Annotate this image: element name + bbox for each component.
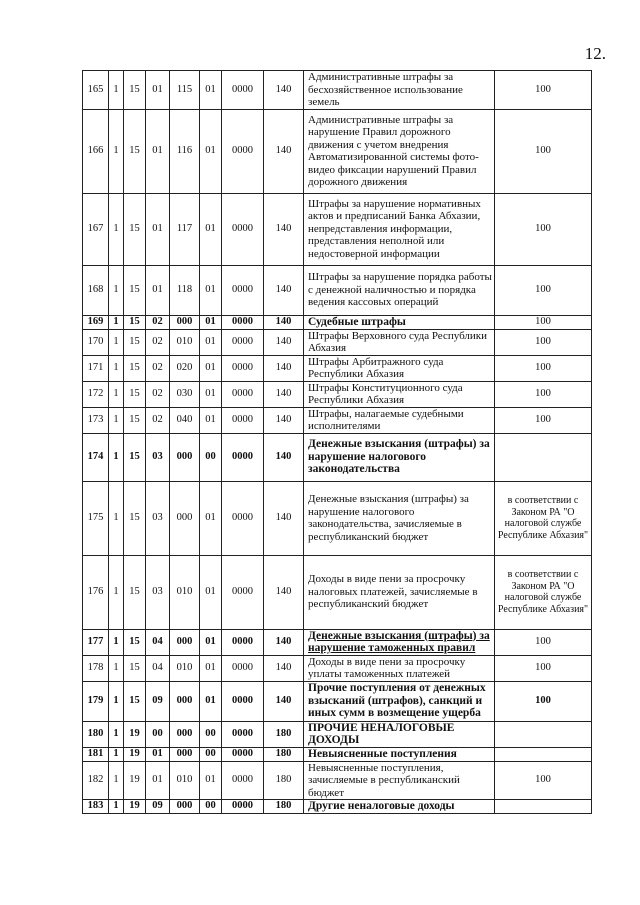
- code-c4: 000: [170, 681, 200, 721]
- row-description-text: Доходы в виде пени за просрочку уплаты таможенных платежей: [308, 655, 466, 680]
- code-c5: 01: [200, 761, 222, 800]
- code-c1: 1: [109, 193, 124, 265]
- code-c2: 15: [124, 71, 146, 110]
- code-c4: 000: [170, 800, 200, 814]
- code-c3: 02: [146, 407, 170, 433]
- code-c4: 118: [170, 265, 200, 315]
- code-c4: 010: [170, 555, 200, 629]
- code-c6: 0000: [222, 747, 264, 761]
- code-c7: 140: [264, 407, 304, 433]
- code-c5: 01: [200, 193, 222, 265]
- budget-classification-table: [82, 70, 592, 814]
- row-description-text: Штрафы Конституционного суда Республики Абхазия: [308, 381, 463, 406]
- table-row: [83, 629, 592, 655]
- table-row: [83, 381, 592, 407]
- row-description-text: Невыясненные поступления: [308, 747, 457, 760]
- row-number: 178: [83, 655, 109, 681]
- code-c6: 0000: [222, 265, 264, 315]
- code-c1: 1: [109, 555, 124, 629]
- code-c2: 15: [124, 381, 146, 407]
- row-number: 170: [83, 329, 109, 355]
- row-description: [304, 655, 495, 681]
- row-description: [304, 555, 495, 629]
- code-c6: 0000: [222, 629, 264, 655]
- code-c4: 010: [170, 655, 200, 681]
- row-description: [304, 481, 495, 555]
- code-c2: 15: [124, 629, 146, 655]
- row-number: 174: [83, 433, 109, 481]
- code-c2: 19: [124, 761, 146, 800]
- code-c1: 1: [109, 655, 124, 681]
- row-description: [304, 71, 495, 110]
- code-c3: 04: [146, 629, 170, 655]
- code-c6: 0000: [222, 800, 264, 814]
- code-c4: 000: [170, 433, 200, 481]
- code-c4: 040: [170, 407, 200, 433]
- row-description-text: Судебные штрафы: [308, 315, 406, 328]
- code-c1: 1: [109, 355, 124, 381]
- code-c5: 00: [200, 747, 222, 761]
- code-c4: 000: [170, 747, 200, 761]
- code-c7: 140: [264, 355, 304, 381]
- row-number: 176: [83, 555, 109, 629]
- row-description: [304, 381, 495, 407]
- page-number: 12.: [584, 44, 606, 63]
- code-c2: 19: [124, 800, 146, 814]
- row-amount: 100: [495, 629, 592, 655]
- row-amount: 100: [495, 109, 592, 193]
- table-row: [83, 265, 592, 315]
- row-number: 180: [83, 721, 109, 747]
- row-description: [304, 193, 495, 265]
- code-c7: 140: [264, 71, 304, 110]
- code-c2: 15: [124, 265, 146, 315]
- row-amount: 100: [495, 407, 592, 433]
- code-c6: 0000: [222, 655, 264, 681]
- code-c7: 140: [264, 193, 304, 265]
- row-description: [304, 109, 495, 193]
- code-c1: 1: [109, 800, 124, 814]
- row-description: [304, 800, 495, 814]
- code-c3: 01: [146, 71, 170, 110]
- row-description: [304, 329, 495, 355]
- code-c2: 15: [124, 407, 146, 433]
- table-row: [83, 721, 592, 747]
- code-c6: 0000: [222, 109, 264, 193]
- table-row: [83, 71, 592, 110]
- row-description-text: Штрафы за нарушение порядка работы с денежной наличностью и порядка ведения кассовых операций: [308, 271, 492, 309]
- table-row: [83, 193, 592, 265]
- code-c4: 000: [170, 315, 200, 329]
- table-row: [83, 681, 592, 721]
- code-c2: 15: [124, 655, 146, 681]
- row-description-text: Доходы в виде пени за просрочку налоговых платежей, зачисляемые в республиканский бюджет: [308, 573, 478, 611]
- row-description-text: ПРОЧИЕ НЕНАЛОГОВЫЕ ДОХОДЫ: [308, 721, 455, 746]
- code-c2: 15: [124, 433, 146, 481]
- row-number: 167: [83, 193, 109, 265]
- row-description: [304, 761, 495, 800]
- code-c7: 180: [264, 747, 304, 761]
- row-number: 165: [83, 71, 109, 110]
- row-description-text: Административные штрафы за бесхозяйственное использование земель: [308, 71, 463, 108]
- code-c3: 01: [146, 193, 170, 265]
- table-row: [83, 433, 592, 481]
- code-c1: 1: [109, 721, 124, 747]
- row-description-text: Административные штрафы за нарушение Правил дорожного движения с учетом внедрения Автоматизированной системы фото-видео фиксации нарушений Правил дорожного движения: [308, 113, 479, 188]
- code-c4: 010: [170, 329, 200, 355]
- row-number: 182: [83, 761, 109, 800]
- code-c6: 0000: [222, 315, 264, 329]
- code-c4: 020: [170, 355, 200, 381]
- code-c3: 02: [146, 355, 170, 381]
- code-c1: 1: [109, 329, 124, 355]
- code-c4: 117: [170, 193, 200, 265]
- row-description: [304, 721, 495, 747]
- code-c5: 00: [200, 721, 222, 747]
- code-c7: 140: [264, 329, 304, 355]
- row-description-text: Другие неналоговые доходы: [308, 800, 455, 813]
- code-c5: 01: [200, 681, 222, 721]
- row-description-text: Штрафы Верховного суда Республики Абхазия: [308, 329, 488, 354]
- code-c4: 116: [170, 109, 200, 193]
- code-c1: 1: [109, 71, 124, 110]
- code-c7: 140: [264, 555, 304, 629]
- code-c5: 01: [200, 355, 222, 381]
- code-c1: 1: [109, 433, 124, 481]
- row-amount: [495, 433, 592, 481]
- row-amount: 100: [495, 355, 592, 381]
- code-c1: 1: [109, 747, 124, 761]
- code-c4: 000: [170, 481, 200, 555]
- row-amount: 100: [495, 381, 592, 407]
- code-c5: 01: [200, 481, 222, 555]
- code-c2: 15: [124, 481, 146, 555]
- code-c7: 180: [264, 721, 304, 747]
- code-c3: 03: [146, 481, 170, 555]
- code-c2: 15: [124, 355, 146, 381]
- row-description-text: Штрафы, налагаемые судебными исполнителями: [308, 407, 464, 432]
- row-amount: 100: [495, 315, 592, 329]
- code-c7: 140: [264, 481, 304, 555]
- code-c1: 1: [109, 481, 124, 555]
- code-c5: 01: [200, 329, 222, 355]
- code-c3: 01: [146, 747, 170, 761]
- row-description-text: Штрафы за нарушение нормативных актов и предписаний Банка Абхазии, непредставления информации, представления неполной или недостоверной информации: [308, 197, 481, 260]
- row-amount: в соответствии с Законом РА "О налоговой службе Республике Абхазия": [495, 555, 592, 629]
- row-amount: 100: [495, 71, 592, 110]
- row-number: 169: [83, 315, 109, 329]
- code-c5: 01: [200, 407, 222, 433]
- row-number: 181: [83, 747, 109, 761]
- code-c4: 010: [170, 761, 200, 800]
- row-amount: [495, 747, 592, 761]
- code-c1: 1: [109, 315, 124, 329]
- code-c1: 1: [109, 265, 124, 315]
- code-c6: 0000: [222, 329, 264, 355]
- row-description: [304, 747, 495, 761]
- row-description: [304, 433, 495, 481]
- row-description-text: Денежные взыскания (штрафы) за нарушение налогового законодательства: [308, 438, 490, 476]
- row-number: 173: [83, 407, 109, 433]
- row-description-text: Штрафы Арбитражного суда Республики Абхазия: [308, 355, 444, 380]
- row-description-text: Невыясненные поступления, зачисляемые в республиканский бюджет: [308, 761, 460, 799]
- code-c3: 00: [146, 721, 170, 747]
- code-c7: 140: [264, 265, 304, 315]
- code-c3: 02: [146, 381, 170, 407]
- code-c1: 1: [109, 629, 124, 655]
- code-c5: 01: [200, 109, 222, 193]
- row-amount: 100: [495, 761, 592, 800]
- code-c6: 0000: [222, 433, 264, 481]
- code-c6: 0000: [222, 193, 264, 265]
- code-c2: 15: [124, 315, 146, 329]
- code-c3: 01: [146, 761, 170, 800]
- code-c2: 15: [124, 681, 146, 721]
- code-c3: 02: [146, 329, 170, 355]
- code-c7: 180: [264, 761, 304, 800]
- code-c5: 01: [200, 655, 222, 681]
- row-description: [304, 355, 495, 381]
- code-c3: 03: [146, 433, 170, 481]
- code-c7: 140: [264, 315, 304, 329]
- row-number: 168: [83, 265, 109, 315]
- code-c6: 0000: [222, 555, 264, 629]
- code-c5: 01: [200, 265, 222, 315]
- code-c7: 140: [264, 433, 304, 481]
- code-c3: 09: [146, 681, 170, 721]
- table-row: [83, 555, 592, 629]
- code-c7: 140: [264, 681, 304, 721]
- row-amount: 100: [495, 193, 592, 265]
- code-c7: 140: [264, 629, 304, 655]
- code-c3: 03: [146, 555, 170, 629]
- row-number: 177: [83, 629, 109, 655]
- code-c5: 00: [200, 800, 222, 814]
- code-c7: 180: [264, 800, 304, 814]
- row-amount: 100: [495, 265, 592, 315]
- code-c4: 000: [170, 721, 200, 747]
- code-c3: 01: [146, 109, 170, 193]
- row-description-text: Прочие поступления от денежных взысканий (штрафов), санкций и иных сумм в возмещение ущерба: [308, 682, 486, 720]
- code-c7: 140: [264, 655, 304, 681]
- code-c4: 030: [170, 381, 200, 407]
- code-c5: 01: [200, 629, 222, 655]
- row-number: 172: [83, 381, 109, 407]
- code-c6: 0000: [222, 681, 264, 721]
- code-c5: 01: [200, 71, 222, 110]
- code-c3: 04: [146, 655, 170, 681]
- code-c1: 1: [109, 407, 124, 433]
- row-number: 171: [83, 355, 109, 381]
- code-c6: 0000: [222, 407, 264, 433]
- table-row: [83, 747, 592, 761]
- table-row: [83, 407, 592, 433]
- code-c6: 0000: [222, 381, 264, 407]
- code-c5: 00: [200, 433, 222, 481]
- row-amount: 100: [495, 655, 592, 681]
- code-c6: 0000: [222, 481, 264, 555]
- row-amount: [495, 721, 592, 747]
- row-amount: в соответствии с Законом РА "О налоговой службе Республике Абхазия": [495, 481, 592, 555]
- table-row: [83, 329, 592, 355]
- code-c6: 0000: [222, 761, 264, 800]
- code-c1: 1: [109, 381, 124, 407]
- row-description: [304, 265, 495, 315]
- table-row: [83, 355, 592, 381]
- table-row: [83, 761, 592, 800]
- row-description-text: Денежные взыскания (штрафы) за нарушение налогового законодательства, зачисляемые в республиканский бюджет: [308, 493, 469, 543]
- code-c6: 0000: [222, 721, 264, 747]
- code-c5: 01: [200, 315, 222, 329]
- code-c7: 140: [264, 381, 304, 407]
- row-description: [304, 315, 495, 329]
- row-number: 175: [83, 481, 109, 555]
- row-number: 179: [83, 681, 109, 721]
- row-amount: [495, 800, 592, 814]
- code-c4: 000: [170, 629, 200, 655]
- code-c2: 15: [124, 109, 146, 193]
- row-description-text: Денежные взыскания (штрафы) за нарушение таможенных правил: [308, 629, 490, 654]
- row-description: [304, 681, 495, 721]
- code-c2: 15: [124, 555, 146, 629]
- table-row: [83, 109, 592, 193]
- code-c7: 140: [264, 109, 304, 193]
- code-c6: 0000: [222, 355, 264, 381]
- code-c3: 01: [146, 265, 170, 315]
- table-row: [83, 655, 592, 681]
- code-c2: 15: [124, 193, 146, 265]
- code-c3: 02: [146, 315, 170, 329]
- code-c2: 19: [124, 721, 146, 747]
- row-amount: 100: [495, 329, 592, 355]
- row-amount: 100: [495, 681, 592, 721]
- code-c3: 09: [146, 800, 170, 814]
- row-number: 183: [83, 800, 109, 814]
- code-c4: 115: [170, 71, 200, 110]
- code-c6: 0000: [222, 71, 264, 110]
- table-row: [83, 315, 592, 329]
- row-description: [304, 407, 495, 433]
- code-c1: 1: [109, 109, 124, 193]
- code-c5: 01: [200, 555, 222, 629]
- code-c2: 15: [124, 329, 146, 355]
- table-row: [83, 481, 592, 555]
- row-number: 166: [83, 109, 109, 193]
- code-c1: 1: [109, 681, 124, 721]
- code-c2: 19: [124, 747, 146, 761]
- table-row: [83, 800, 592, 814]
- row-description: [304, 629, 495, 655]
- code-c1: 1: [109, 761, 124, 800]
- code-c5: 01: [200, 381, 222, 407]
